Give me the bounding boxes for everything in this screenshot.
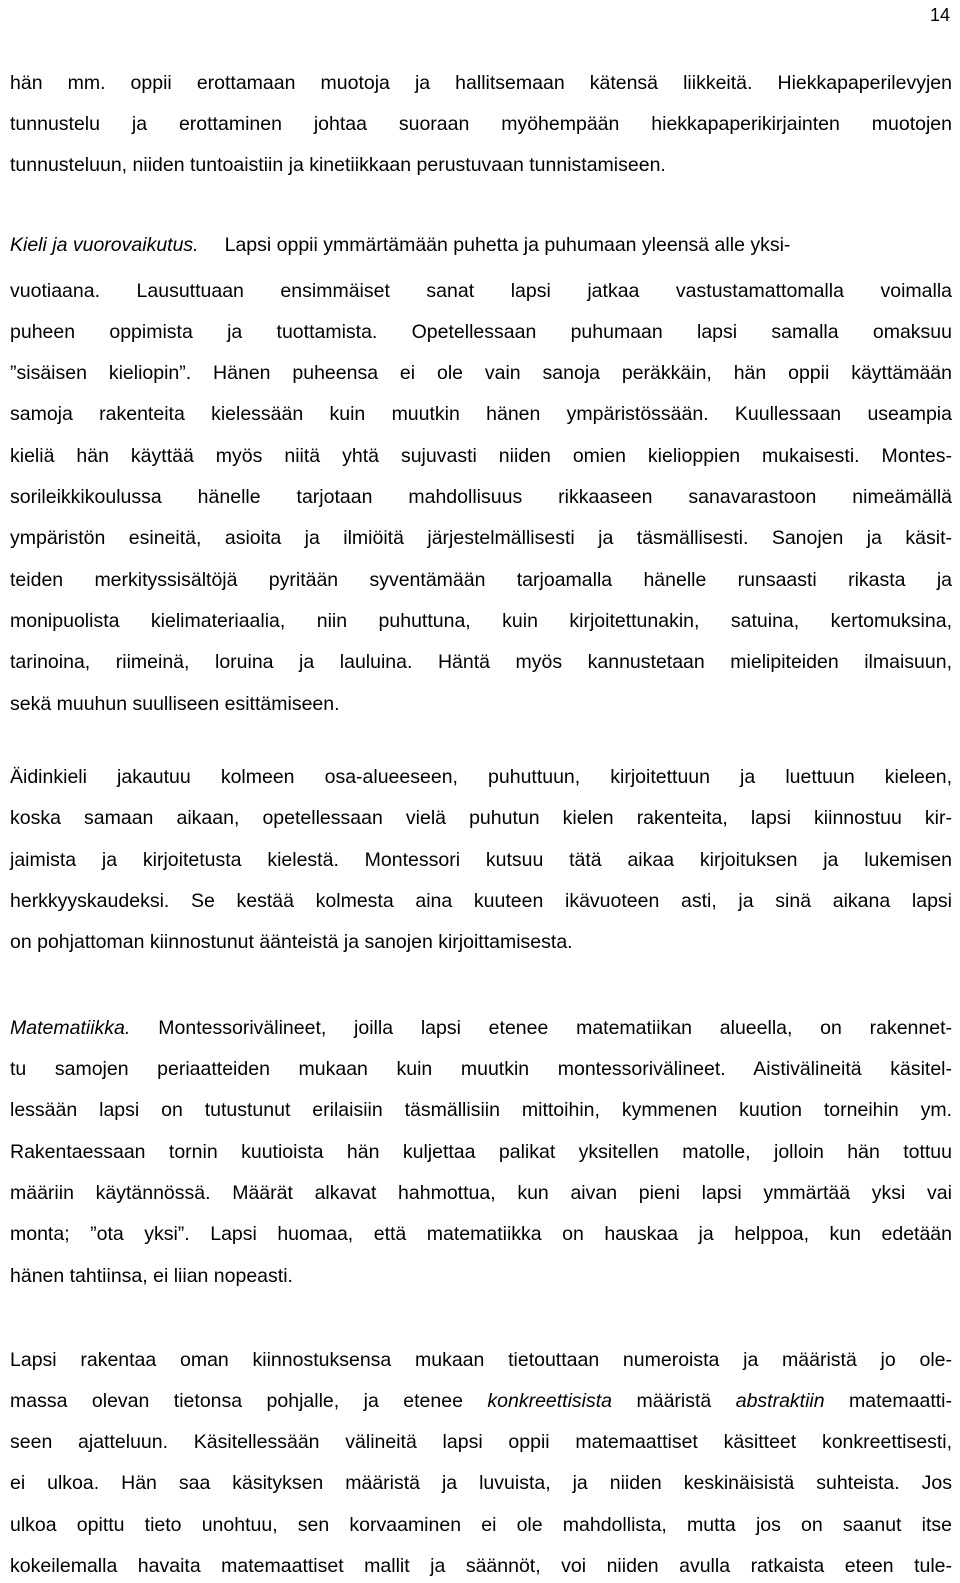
text-line: monipuolista kielimateriaalia, niin puhuttuna, kuin kirjoitettunakin, satuina, kertomuksina, [10,610,952,632]
text-span: matemaatti- [824,1390,952,1412]
text-line: ”sisäisen kieliopin”. Hänen puheensa ei ole vain sanoja peräkkäin, hän oppii käyttämään [10,362,952,384]
section-first-line [10,1014,952,1042]
text-line: tunnustelu ja erottaminen johtaa suoraan myöhempään hiekkapaperikirjainten muotojen [10,113,952,135]
text-span: Lapsi oppii ymmärtämään puhetta ja puhumaan yleensä alle yksi- [224,234,791,256]
emphasis-concrete: konkreettisista [487,1390,613,1412]
page-number: 14 [929,5,950,25]
text-line: seen ajatteluun. Käsitellessään välineitä lapsi oppii matemaattiset käsitteet konkreettisesti, [10,1431,952,1453]
text-line: hän mm. oppii erottamaan muotoja ja hallitsemaan kätensä liikkeitä. Hiekkapaperilevyjen [10,72,952,94]
text-span: Montessorivälineet, joilla lapsi etenee matematiikan alueella, on rakennet- [158,1017,952,1039]
text-line: on pohjattoman kiinnostunut äänteistä ja sanojen kirjoittamisesta. [10,931,573,953]
text-line: ympäristön esineitä, asioita ja ilmiöitä järjestelmällisesti ja täsmällisesti. Sanojen ja käsit- [10,527,952,549]
section-heading-language: Kieli ja vuorovaikutus. [10,234,199,256]
text-line: ei ulkoa. Hän saa käsityksen määristä ja luvuista, ja niiden keskinäisistä suhteista. Jos [10,1472,952,1494]
text-line: tunnusteluun, niiden tuntoaistiin ja kinetiikkaan perustuvaan tunnistamiseen. [10,154,666,176]
text-line: tu samojen periaatteiden mukaan kuin muutkin montessorivälineet. Aistivälineitä käsitel- [10,1058,952,1080]
text-line: määriin käytännössä. Määrät alkavat hahmottua, kun aivan pieni lapsi ymmärtää yksi vai [10,1182,952,1204]
text-line: jaimista ja kirjoitetusta kielestä. Montessori kutsuu tätä aikaa kirjoituksen ja lukemisen [10,849,952,871]
text-line: vuotiaana. Lausuttuaan ensimmäiset sanat lapsi jatkaa vastustamattomalla voimalla [10,280,952,302]
text-line: Äidinkieli jakautuu kolmeen osa-alueeseen, puhuttuun, kirjoitettuun ja luettuun kieleen, [10,766,952,788]
text-line: teiden merkityssisältöjä pyritään syventämään tarjoamalla hänelle runsaasti rikasta ja [10,569,952,591]
text-span: massa olevan tietonsa pohjalle, ja etenee [10,1390,488,1412]
text-line: koska samaan aikaan, opetellessaan vielä puhutun kielen rakenteita, lapsi kiinnostuu kir- [10,807,952,829]
text-line: kokeilemalla havaita matemaattiset mallit ja säännöt, voi niiden avulla ratkaista eteen tule- [10,1555,952,1577]
text-line: Lapsi rakentaa oman kiinnostuksensa mukaan tietouttaan numeroista ja määristä jo ole- [10,1349,952,1371]
text-line: herkkyyskaudeksi. Se kestää kolmesta aina kuuteen ikävuoteen asti, ja sinä aikana lapsi [10,890,952,912]
text-line: puheen oppimista ja tuottamista. Opetellessaan puhumaan lapsi samalla omaksuu [10,321,952,343]
section-heading-mathematics: Matematiikka. [10,1017,131,1039]
text-line: Rakentaessaan tornin kuutioista hän kuljettaa palikat yksitellen matolle, jolloin hän tottuu [10,1141,952,1163]
text-line: ulkoa opittu tieto unohtuu, sen korvaaminen ei ole mahdollista, mutta jos on saanut itse [10,1514,952,1536]
text-line: hänen tahtiinsa, ei liian nopeasti. [10,1265,293,1287]
text-line: sekä muuhun suulliseen esittämiseen. [10,693,340,715]
text-line: lessään lapsi on tutustunut erilaisiin täsmällisiin mittoihin, kymmenen kuution torneihin ym. [10,1099,952,1121]
text-line [10,1387,952,1415]
text-line: kieliä hän käyttää myös niitä yhtä sujuvasti niiden omien kielioppien mukaisesti. Montes- [10,445,952,467]
text-span: määristä [612,1390,736,1412]
text-line: sorileikkikoulussa hänelle tarjotaan mahdollisuus rikkaaseen sanavarastoon nimeämällä [10,486,952,508]
emphasis-abstract: abstraktiin [735,1390,825,1412]
text-line: monta; ”ota yksi”. Lapsi huomaa, että matematiikka on hauskaa ja helppoa, kun edetään [10,1223,952,1245]
section-first-line [10,231,952,259]
text-line: samoja rakenteita kielessään kuin muutkin hänen ympäristössään. Kuullessaan useampia [10,403,952,425]
text-line: tarinoina, riimeinä, loruina ja lauluina. Häntä myös kannustetaan mielipiteiden ilmaisuun, [10,651,952,673]
